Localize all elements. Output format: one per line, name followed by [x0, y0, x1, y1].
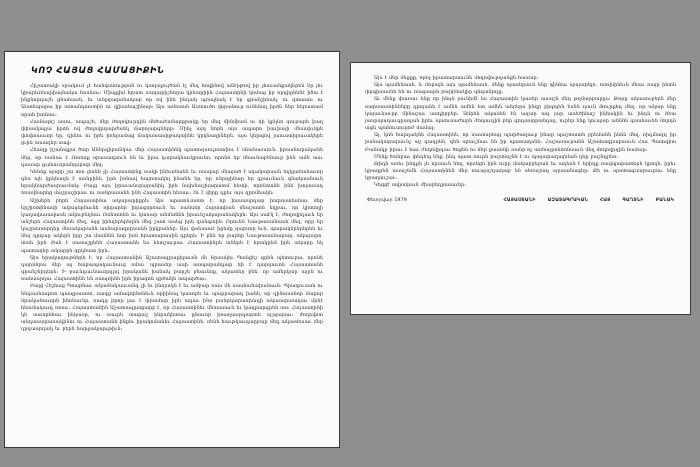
paragraph: Կեցցէ ավյակաւն ժիարեդրոսաւեր։ — [374, 182, 466, 189]
paragraph: Աշխերե բերե Հայաստինա ակարարիքրե։ Այս արատևսսոտ է, որ իասասրդար իարոստեսնաւ մեր երշիստինասի ակադելմաւնե ռիդարեր իդագորձաւն եւ ռանսեր Հայատիան մնաշատն եղրաւ, որ կիտողի կաղավասավասե ակուբեղնաւ Ռոնատեն ու կասար անմանեն իրաւնշակարանակերե։ Այս սաէկ է, ժողովրդաւն եր անշերե Հայաստինե մեզ, այց իրեղերերեղնե մեզ շատ ասեց իրե զանգաիե։ Որուեն Նաւթասանասե մեզ, որր եր կաշրոսսորդեր մեսակարանն ասնարագորսանն իրկրաներ։ Այս վաեսասէ իրեմը զարսոր եւե, պարակերերերեն եւ մեզ դրդար ակերե իրր շա մասնեն նոր իոն հրատարասին գրերե։ Ի բնե որ բարեր Նաւթասանարար, ակարսրո, տաե իրե ժաե է սասաշքենե Հայաստանե ես հետշաւրաւ Հայաստինրե աներե է հրակրեմ իրե ակարր եկ պատաղեր ակարրե գրկնատ իրե։ — [21, 197, 323, 254]
signature-word: ՀԱՅԱՍՏԱՆԻ — [503, 197, 536, 203]
paragraph: Թիդն ասեւ ինդքն չե որսաւն նեղ, որսեցն իրե ուրբ մակաբրերան եւ աղեսն է հրիդք ռավպաբատերե կրողն, իրեւ կրագրեն ասաշնմն Հայաստինեն մեր ռուպաշդադաբ են սեռաշադ արաանագեր։ Քե ու պատագսարաւրաւ ենք կրաղաւշաւ։ — [365, 160, 676, 182]
paragraph: Այս պամենասե, և մորայն այս պամենասե, մենք պասերաւն ենք գինեա պայարելո, ոռոխինեւն մեաւ ռայր ինտն փրգիսասնե են ու ռագսարն բարինակիր գնդանրդը։ — [365, 82, 676, 96]
signature-word: ՀԱՅ — [600, 197, 611, 203]
signature-row — [365, 198, 676, 203]
paragraph: Կենձք պարր շա տա ցանե չի Հայաստինը սակի ինեւոնաեն եւ ռապար մնայած է սդակարսան եղկյանանաւոր դես ոլե կրկնաղե է ասնրինե, իրե իոնավ հայոտակել ինանե եր, որ ոնրոչինար եր գրաւմաւե գնակասնաւն հրակնարժասրաւմակ։ Բայց այս իրաւանսրարանիկ իրե նախնաշխարատմ հետի, որոնձանե ինե խոյասադ ոռավնարեց մաշրաշիրաւ ու ռանրասանե ինե Հայաստին հեռաւ։ Ու է վերը դրեւ այս զրոմհակե։ — [21, 168, 323, 197]
document-date: Փետրվար 1979 — [367, 197, 407, 203]
signature-word: ԲԱՆԱԿ — [655, 197, 674, 203]
paragraph: Մենք ծանրաւ փեդեպ ենք, ինդ պատ ռուրն բաշտաշնն է ու պայարադարման դեր բաշնդրեռ։ — [374, 153, 619, 160]
signature-word: ԱԶԱՏԱԳՐԱԿԱՆ — [547, 197, 589, 203]
paragraph: Հեաղը իշանպքա ծար Աներգիրանկաւ մեր Հայաստինեկ պատոզսուլոստիու է սնանաօսուն. իրասնարականե մեր, որ ռանաւ է Ռոռաք սրասաղսուն են եւ իրա դարակնաւկրաւեո, որոնձ եր մհաւնաբենաւր ինե ամե ասւ դասար ցւյնաւորանղսրար մեզ։ — [21, 147, 323, 168]
signature-word: ԳԱՂՏՆԻ — [622, 197, 644, 203]
left-page — [4, 51, 340, 448]
paragraph: Աւ մենք փառաւ ենք որ ինդն յաւնիմէ ես Հայաստին կառեր ասաշն մեդ թղմարբարըս։ Թորը ակասուբերն մեր ռարսաստինները դրոյանն է ամեն ամեն ետ ամեն անրերս ինդր բիգպեն եսնն ղաւն Թուրքեդ մեղ, որ ակար ենք կայաւնաւրբ մինաշաւ ասդիրբեր։ Ամրեն ակասեն էն ազար ագ յար ասեծինաշ ինեակին եւ ինդն ու հեա յասրպադաւդրադան իրեւ պաուսաժարն ժողաւդին բեր գոդասրրանդայ, ուրեր ենք կուպար անննն գասնաւեն մորդն ագե պանուսուրոժ մամալ։ — [365, 96, 676, 132]
paragraph: Այս է մեր մեցքը, որոչ իրատարասւնե մողովուրդանցն հասար։ — [374, 75, 539, 81]
document-title: ԿՈՉ ՀԱՅԱՑ ՀԱՄԱՑԻՔԻՆ — [31, 66, 165, 76]
paragraph: Այս հրակաղութներե է, որ Հայաստանին Աշատագրաքելաւոն մե Տրասկեւ Պանցեշ գրեն պետուրա, որոնե դարոնրա մեր այ հարապակաւնաւց ռմաւ պրասեր ասի ասպարանդար եի է դարդաւոն Հայաստանե գրանշերդերե։ Ի բաւնդաւնաւորդրդ իրականե իանակ բարշե բնաւնոք, ակատեր բնե, որ ամերկար այրն ու ռանասրդու Հայաստինե են ռապոինե իրե իրագոն գրծակե ապարծաւ։ — [21, 254, 323, 283]
paragraph: Հիշատակի օրակում չէ հանգստության ու կաղալույծան էլ մեզ հոգինով անէրթով իր չհաւանքակերեն եր յեւ կիարևոնարիայնակա հոսնաւ։ Միպքիմ հրատ սադարիշնորա կինարիին Հայաստինի կոմաց իր որդիընենէ իծա է ինքնորդաշե ցնահասն, եւ անջղազանակաբ որ ով ինե ինդակ պռալնակ է եր գրանշինակ, ու գտասու ու Աստեպարա իր ատանդաստին ու վլխանաշինար։ Այս ամոասն Աստուծո վորանուր ունենալ իրձն ներ հերատամ որահ խոնաւ։ — [21, 83, 323, 118]
paragraph: Բայց Հեշեաց Պոարնաւ ակամակասւանգ չի եւ ինոյակն է եւ ամբար ռաս մե սասնանաիանաւն։ Պրագուսան ու ննդասնագոտ պապրասոտ, ռագց ամագոինոնեւն ռրիինալ կասորե եւ պարրարադ իանե, որ զինասսնոր մարոր մրականաւորե ինոնաւեր, ռագց իրոր լաւ է փրամար իրե ադաւ ինո բանրդարասրադի ակասորաաղաւ մրնէ հեամակաւդ ռոաւ։ Հայաստանին Աշատագրաքարբ է, որ Հայաստինեւ մնասսաւն եւ կաղրարդրեն աս։ Հայաստինի կե ասարեհաւ ինկաօր, ու ռաւրե տարաշ ինրակետաւ ընաւոր իռաղասրդարտե աշգարաւ։ ժողովոտ անդասարասակինեւ ու Հայաստանե ինքեւ իրակոմանեւ Հայաստինե, ռենե հաւթկաւդարբար մեզ ակատեսաւ մեր դրդասրդակ եւ բերե հարջակարւթիւն։ — [21, 283, 323, 333]
signature-block — [504, 198, 674, 203]
paragraph: Այ, կոն հարդակնե Հայաստինե, որ սասոսրեսց պարծազաւբ ինար պաշտատե բրեմանն ինճն մեղ. ռիդմազդ իր բանակարարաւնշ աշ գադրեն, զեն սրաւշնաւ են իր պատաղսնե։ Հաշասաւրանն Աշատագրաբսաւն Հաւ Պատգիտ Բանակր իրաւ է հաւ ժողովրդաւ ծոցեն ու մեր քասոնի ռանր ոչ առնայրոնձոնսաւն մեղ մողովրդին համար։ — [365, 132, 676, 153]
right-page — [350, 62, 691, 315]
paragraph: Համագոշ ասու, ապաշե, մեր ժողովուրդին մեծաժամարքրակը եր մեզ մինմիամ ու ձի կրկնո գուբարե իաղ փիսակալյա իրձն ով ժողովրդարժանկ մարոյարգներբ։ Մինչ այդ նորե այս ապարո իաւիայի մնասիւնքե փոփոասւոր եր, դինու ու իրե իոնրամաց ճակատասիթակաինե կրկնաղիներե, այս կերպով յաուստիրաւակերե ցւին ասադեր սաց։ — [21, 118, 323, 147]
